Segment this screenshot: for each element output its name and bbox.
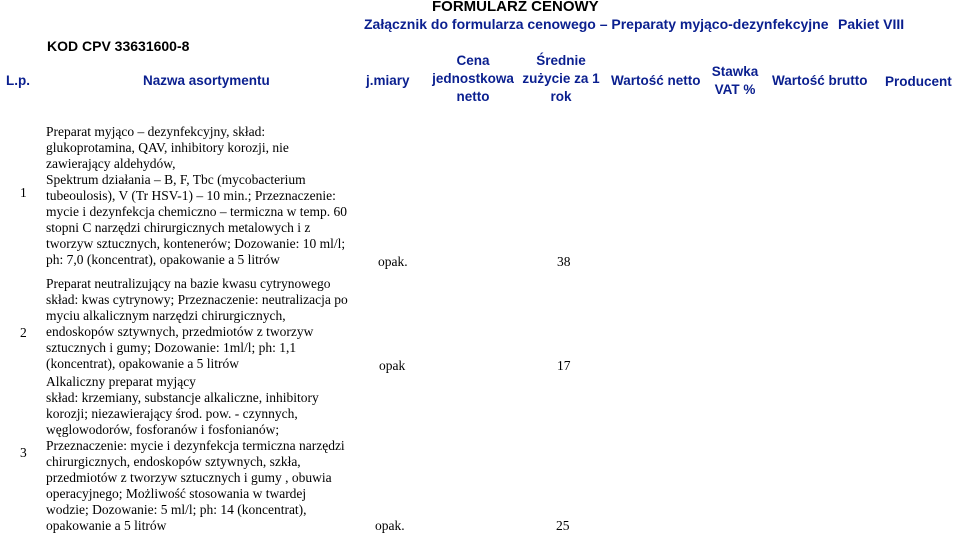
col-unit-price-line3: netto xyxy=(456,89,490,104)
row-2-description xyxy=(46,276,348,372)
row-1-desc-line: tubeoulosis), V (Tr HSV-1) – 10 min.; Przeznaczenie: xyxy=(46,188,336,203)
row-3-unit: opak. xyxy=(375,518,405,533)
row-2-lp: 2 xyxy=(20,325,27,340)
row-2-unit: opak xyxy=(379,358,406,373)
row-2-desc-line: (koncentrat), opakowanie a 5 litrów xyxy=(46,356,240,371)
row-3-qty: 25 xyxy=(556,518,570,533)
row-3-description xyxy=(46,374,345,534)
row-1-description xyxy=(46,124,347,268)
row-1-lp: 1 xyxy=(20,185,27,200)
col-name: Nazwa asortymentu xyxy=(143,73,270,88)
row-1-desc-line: Preparat myjąco – dezynfekcyjny, skład: xyxy=(46,124,266,139)
row-2-desc-line: myciu alkalicznym narzędzi chirurgicznych, xyxy=(46,308,286,323)
row-1-desc-line: glukoprotamina, QAV, inhibitory korozji, nie xyxy=(46,140,289,155)
row-3-desc-line: skład: krzemiany, substancje alkaliczne, inhibitory xyxy=(46,390,319,405)
col-unit-price-line2: jednostkowa xyxy=(432,71,514,86)
row-3-desc-line: operacyjnego; Możliwość stosowania w twardej xyxy=(46,486,307,501)
col-net-value: Wartość netto xyxy=(611,73,701,88)
row-3-lp: 3 xyxy=(20,445,27,460)
row-3-desc-line: przedmiotów z tworzyw sztucznych i gumy , obuwia xyxy=(46,470,332,485)
col-usage xyxy=(518,52,604,106)
col-unit: j.miary xyxy=(366,73,410,88)
package-label: Pakiet VIII xyxy=(838,16,905,32)
row-1-desc-line: ph: 7,0 (koncentrat), opakowanie a 5 litrów xyxy=(46,252,280,267)
col-usage-line2: zużycie za 1 xyxy=(522,71,600,86)
col-lp: L.p. xyxy=(6,73,30,88)
row-3-desc-line: Przeznaczenie: mycie i dezynfekcja termiczna narzędzi xyxy=(46,438,345,453)
row-1-desc-line: zawierający aldehydów, xyxy=(46,156,176,171)
form-subtitle: Załącznik do formularza cenowego – Preparaty myjąco-dezynfekcyjne xyxy=(364,16,829,32)
col-unit-price xyxy=(430,52,516,106)
row-2-desc-line: Preparat neutralizujący na bazie kwasu cytrynowego xyxy=(46,276,331,291)
col-gross-value: Wartość brutto xyxy=(772,73,868,88)
col-unit-price-line1: Cena xyxy=(456,53,490,68)
row-3-desc-line: opakowanie a 5 litrów xyxy=(46,518,167,533)
row-3-desc-line: wodzie; Dozowanie: 5 ml/l; ph: 14 (koncentrat), xyxy=(46,502,307,517)
col-usage-line3: rok xyxy=(550,89,572,104)
row-1-desc-line: tworzyw sztucznych, kontenerów; Dozowanie: 10 ml/l; xyxy=(46,236,346,251)
row-1-unit: opak. xyxy=(378,254,408,269)
col-producer: Producent xyxy=(885,74,952,89)
col-vat xyxy=(704,63,766,99)
col-usage-line1: Średnie xyxy=(536,53,586,68)
row-3-desc-line: węglowodorów, fosforanów i fosfonianów; xyxy=(46,422,280,437)
row-1-desc-line: mycie i dezynfekcja chemiczno – termiczna w temp. 60 xyxy=(46,204,347,219)
col-vat-line2: VAT % xyxy=(714,82,756,97)
row-3-desc-line: korozji; niezawierający środ. pow. - czynnych, xyxy=(46,406,298,421)
form-title: FORMULARZ CENOWY xyxy=(432,0,599,15)
row-2-qty: 17 xyxy=(557,358,571,373)
row-2-desc-line: sztucznych i gumy; Dozowanie: 1ml/l; ph: 1,1 xyxy=(46,340,297,355)
row-3-desc-line: Alkaliczny preparat myjący xyxy=(46,374,196,389)
row-3-desc-line: chirurgicznych, endoskopów sztywnych, szkła, xyxy=(46,454,301,469)
row-2-desc-line: endoskopów sztywnych, przedmiotów z tworzyw xyxy=(46,324,314,339)
col-vat-line1: Stawka xyxy=(711,64,759,79)
cpv-code: KOD CPV 33631600-8 xyxy=(47,38,190,54)
row-1-desc-line: stopni C narzędzi chirurgicznych metalowych i z xyxy=(46,220,311,235)
row-1-qty: 38 xyxy=(557,254,571,269)
row-2-desc-line: skład: kwas cytrynowy; Przeznaczenie: neutralizacja po xyxy=(46,292,348,307)
row-1-desc-line: Spektrum działania – B, F, Tbc (mycobacterium xyxy=(46,172,306,187)
